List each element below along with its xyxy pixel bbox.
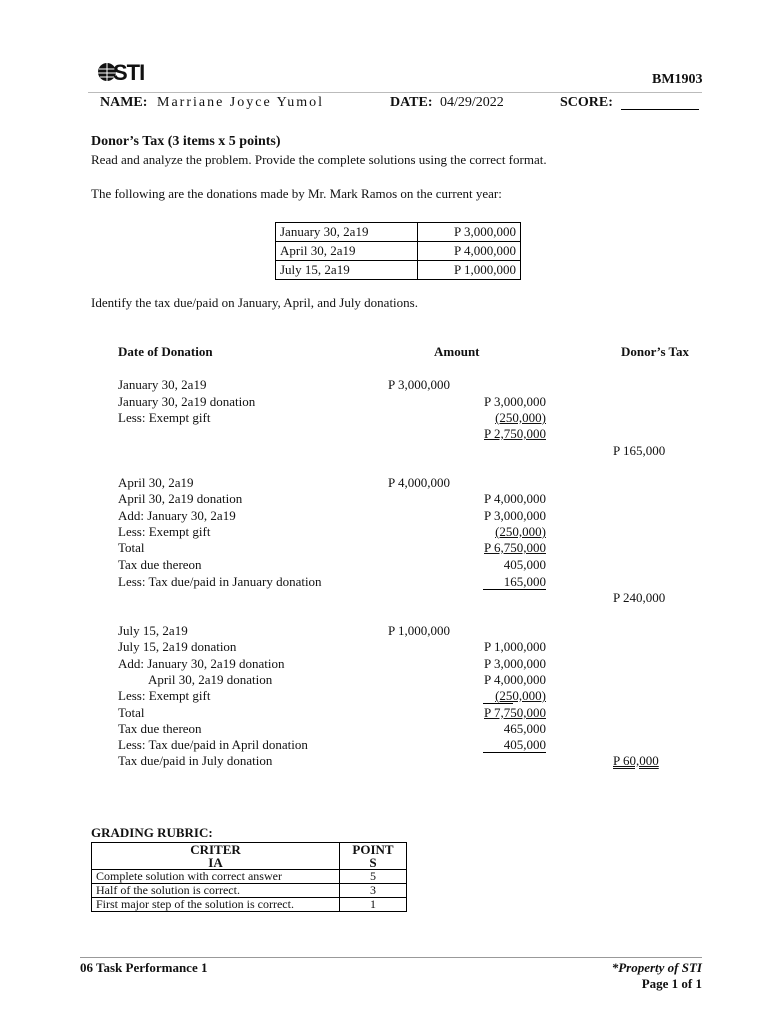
- rubric-header-criteria: [92, 843, 340, 870]
- jan-value2: (250,000): [495, 410, 546, 425]
- apr-value6: 165,000: [503, 574, 546, 589]
- jan-value3: P 2,750,000: [484, 426, 546, 441]
- apr-value4: P 6,750,000: [484, 540, 546, 555]
- table-row: [276, 261, 521, 280]
- jan-value1: P 3,000,000: [484, 394, 546, 409]
- apr-date: April 30, 2a19: [118, 475, 194, 490]
- footer-left: 06 Task Performance 1: [80, 960, 208, 975]
- footer-page: Page 1 of 1: [641, 976, 702, 991]
- header-donors-tax: Donor’s Tax: [621, 344, 690, 359]
- header-amount: Amount: [434, 344, 480, 359]
- table-row: [92, 870, 407, 884]
- problem-statement: The following are the donations made by Mr. Mark Ramos on the current year:: [91, 186, 502, 201]
- jul-line3: April 30, 2a19 donation: [148, 672, 273, 687]
- date-label: DATE:: [390, 95, 433, 110]
- jul-value6: 465,000: [503, 721, 546, 736]
- rubric-points: 1: [340, 898, 407, 912]
- apr-line6: Less: Tax due/paid in January donation: [118, 574, 322, 589]
- footer-rule: [80, 957, 702, 958]
- rubric-title: GRADING RUBRIC:: [91, 825, 213, 840]
- date-value: 04/29/2022: [440, 95, 504, 110]
- apr-line2: Add: January 30, 2a19: [118, 508, 236, 523]
- jul-value3: P 4,000,000: [484, 672, 546, 687]
- header-rule: [88, 92, 702, 93]
- apr-value2: P 3,000,000: [484, 508, 546, 523]
- table-row: [92, 898, 407, 912]
- course-code: BM1903: [652, 72, 703, 87]
- apr-line3: Less: Exempt gift: [118, 524, 211, 539]
- points-header-part: S: [369, 855, 377, 870]
- jan-date: January 30, 2a19: [118, 377, 207, 392]
- name-label: NAME:: [100, 95, 148, 110]
- jul-line5: Total: [118, 705, 145, 720]
- apr-tax: P 240,000: [613, 590, 666, 605]
- criteria-header-part: IA: [208, 855, 223, 870]
- jul-rule-2: [483, 752, 546, 753]
- rubric-points: 5: [340, 870, 407, 884]
- rubric-criteria: Complete solution with correct answer: [92, 870, 340, 884]
- header-date-of-donation: Date of Donation: [118, 344, 213, 359]
- donation-date: April 30, 2a19: [276, 242, 418, 261]
- jan-line1: January 30, 2a19 donation: [118, 394, 256, 409]
- logo-text: STI: [113, 60, 145, 85]
- apr-value1: P 4,000,000: [484, 491, 546, 506]
- rubric-criteria: First major step of the solution is correct.: [92, 898, 340, 912]
- apr-line5: Tax due thereon: [118, 557, 202, 572]
- score-blank-line: [621, 109, 699, 110]
- score-label: SCORE:: [560, 95, 613, 110]
- jul-line8: Tax due/paid in July donation: [118, 753, 273, 768]
- jan-amount: P 3,000,000: [388, 377, 450, 392]
- rubric-criteria: Half of the solution is correct.: [92, 884, 340, 898]
- jul-date: July 15, 2a19: [118, 623, 188, 638]
- donation-date: January 30, 2a19: [276, 223, 418, 242]
- donation-amount: P 3,000,000: [417, 223, 520, 242]
- apr-line4: Total: [118, 540, 145, 555]
- table-row: [92, 884, 407, 898]
- jul-line7: Less: Tax due/paid in April donation: [118, 737, 308, 752]
- jul-tax: P 60,000: [613, 753, 659, 768]
- section-title: Donor’s Tax (3 items x 5 points): [91, 134, 281, 149]
- apr-rule: [483, 589, 546, 590]
- jul-line2: Add: January 30, 2a19 donation: [118, 656, 285, 671]
- jul-amount: P 1,000,000: [388, 623, 450, 638]
- footer-property: *Property of STI: [611, 960, 702, 975]
- points-header-part: POINT: [352, 842, 394, 857]
- donations-table: [275, 222, 521, 280]
- jul-line6: Tax due thereon: [118, 721, 202, 736]
- table-row: [92, 843, 407, 870]
- criteria-header-part: CRITER: [190, 842, 241, 857]
- jul-value2: P 3,000,000: [484, 656, 546, 671]
- apr-line1: April 30, 2a19 donation: [118, 491, 243, 506]
- jul-rule-1: [483, 703, 513, 704]
- apr-value3: (250,000): [495, 524, 546, 539]
- jul-value5: P 7,750,000: [484, 705, 546, 720]
- instruction: Read and analyze the problem. Provide the complete solutions using the correct format.: [91, 152, 547, 167]
- jul-line4: Less: Exempt gift: [118, 688, 211, 703]
- jul-value4: (250,000): [495, 688, 546, 703]
- apr-amount: P 4,000,000: [388, 475, 450, 490]
- jan-tax: P 165,000: [613, 443, 666, 458]
- donation-amount: P 4,000,000: [417, 242, 520, 261]
- question: Identify the tax due/paid on January, April, and July donations.: [91, 295, 418, 310]
- apr-value5: 405,000: [503, 557, 546, 572]
- table-row: [276, 242, 521, 261]
- rubric-header-points: [340, 843, 407, 870]
- table-row: [276, 223, 521, 242]
- donation-amount: P 1,000,000: [417, 261, 520, 280]
- jan-line2: Less: Exempt gift: [118, 410, 211, 425]
- name-value: Marriane Joyce Yumol: [157, 95, 324, 110]
- donation-date: July 15, 2a19: [276, 261, 418, 280]
- jul-line1: July 15, 2a19 donation: [118, 639, 237, 654]
- rubric-points: 3: [340, 884, 407, 898]
- rubric-table: [91, 842, 407, 912]
- jul-value7: 405,000: [503, 737, 546, 752]
- jul-value1: P 1,000,000: [484, 639, 546, 654]
